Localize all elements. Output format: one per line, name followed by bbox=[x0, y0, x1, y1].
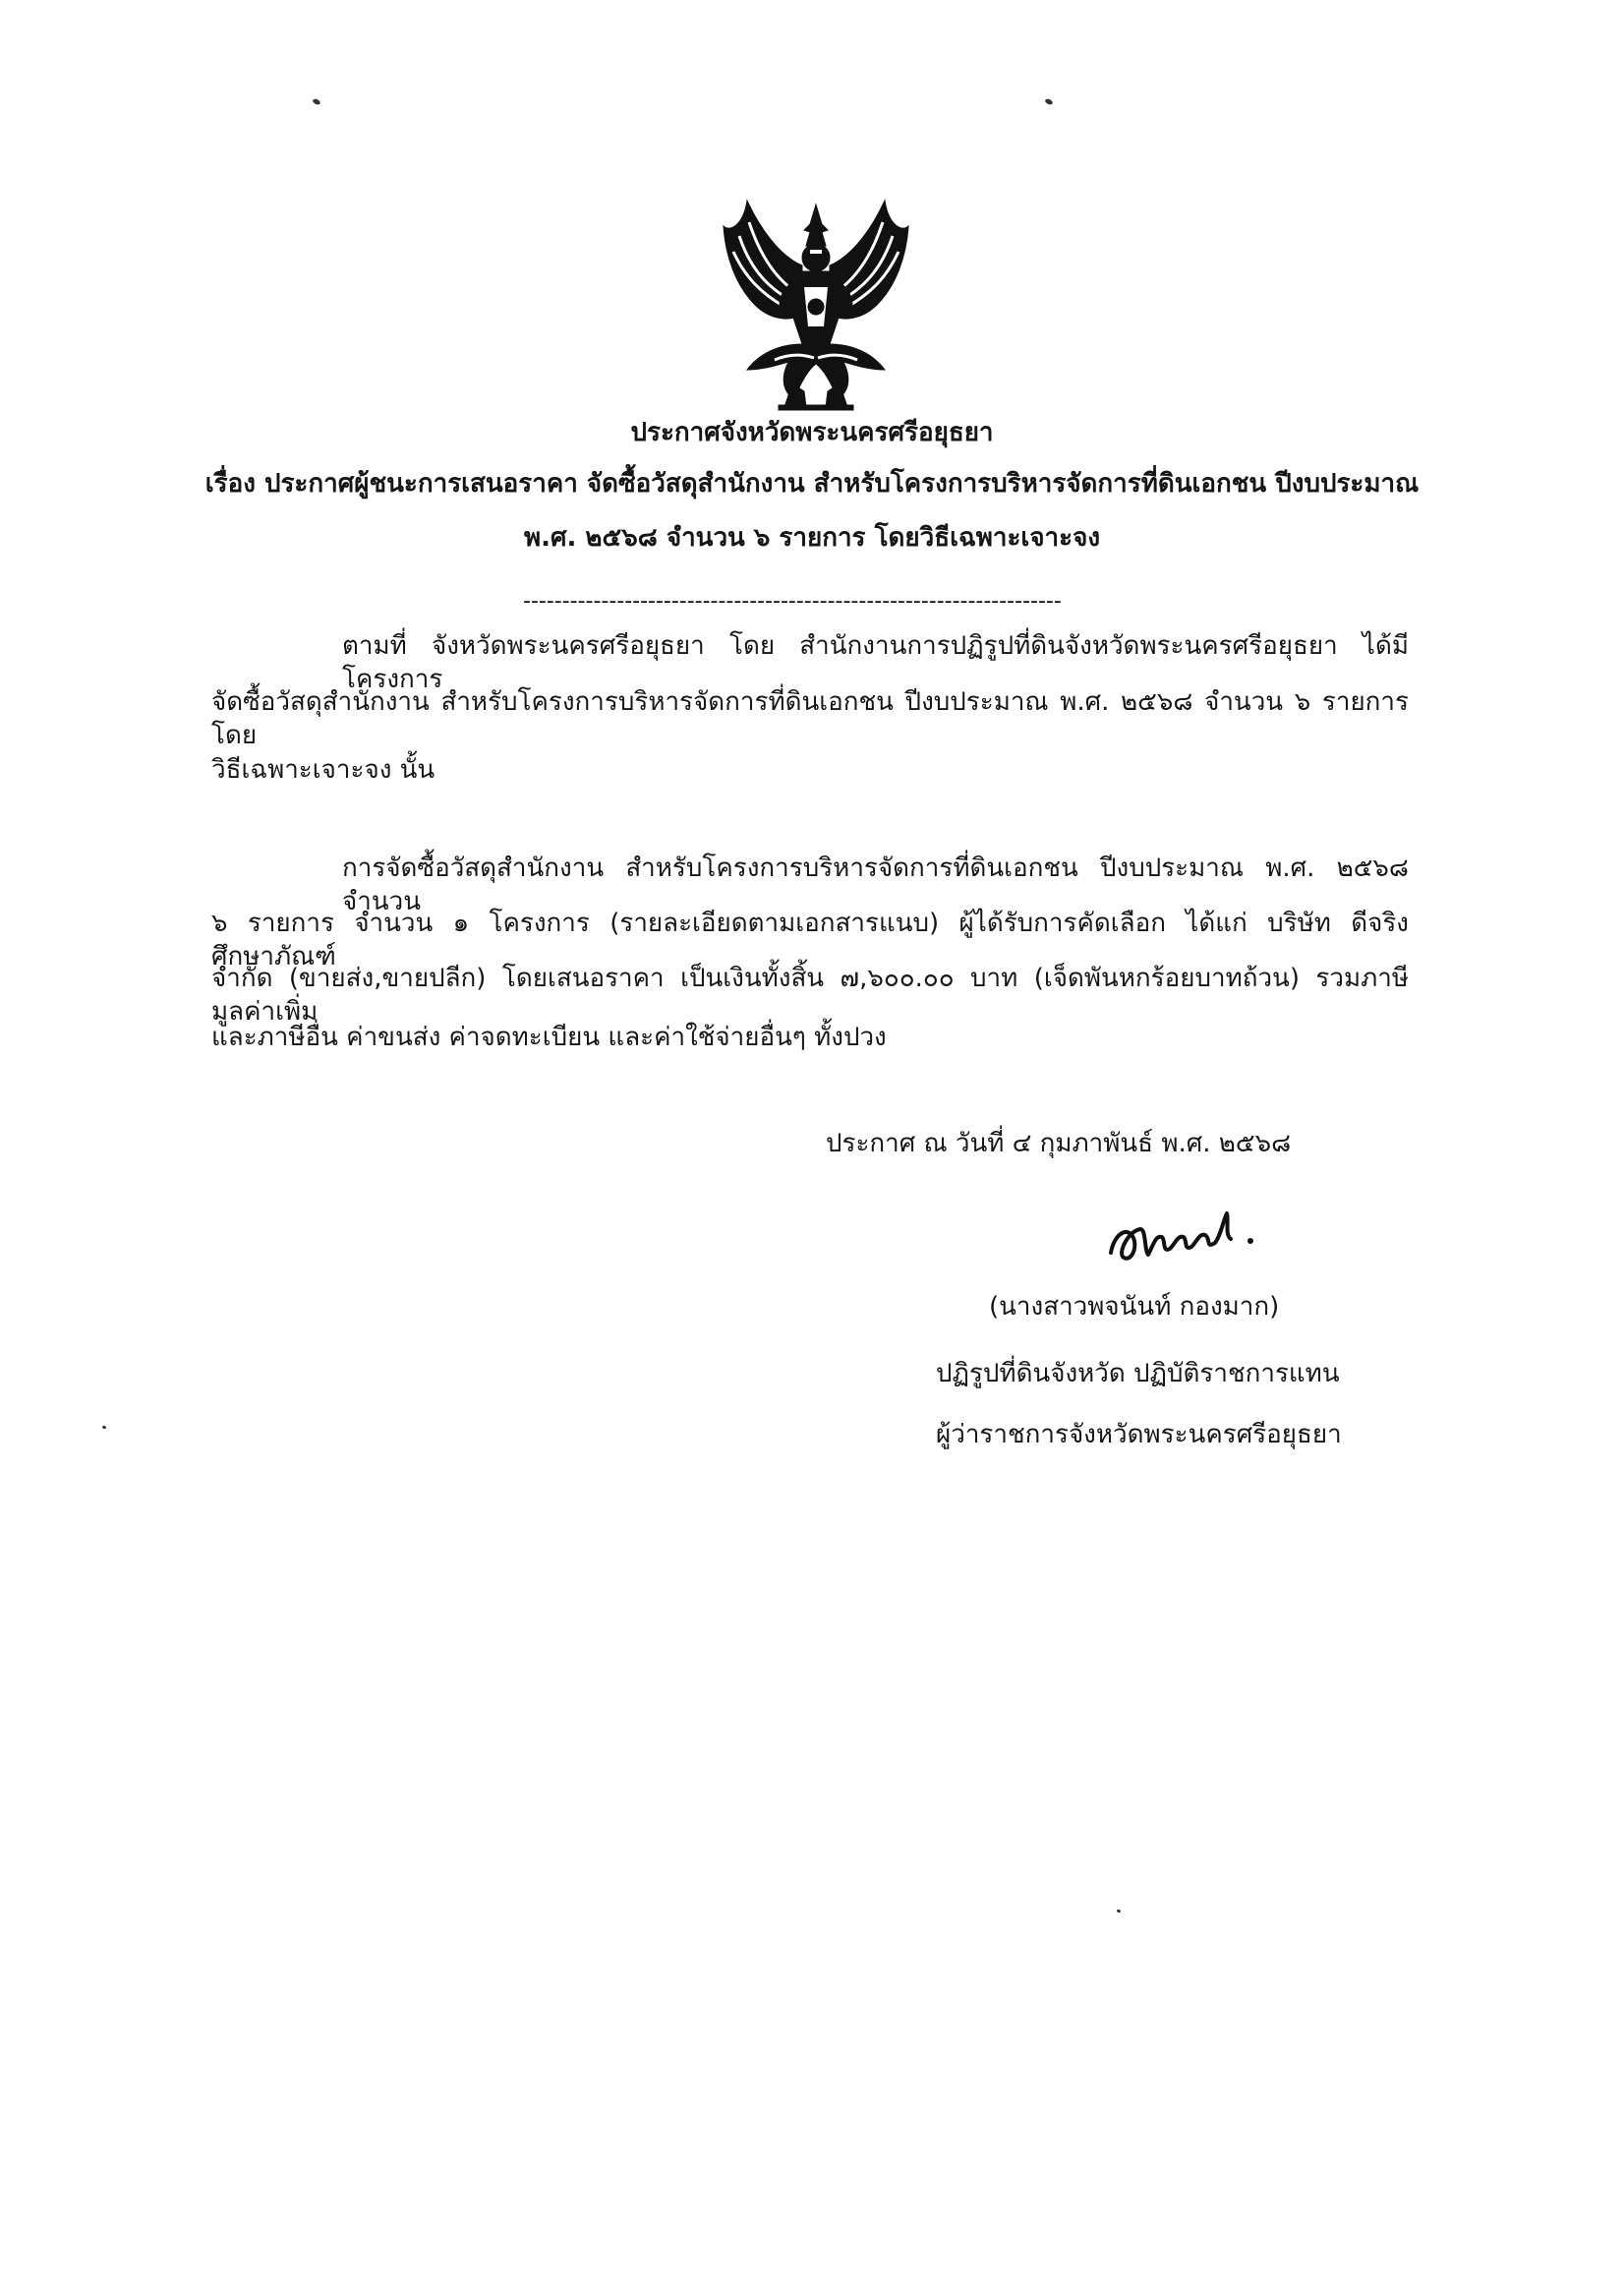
signatory-position-2: ผู้ว่าราชการจังหวัดพระนครศรีอยุธยา bbox=[936, 1420, 1342, 1449]
paragraph-2-line-4: และภาษีอื่น ค่าขนส่ง ค่าจดทะเบียน และค่าใช้จ่ายอื่นๆ ทั้งปวง bbox=[211, 1023, 887, 1052]
scan-speck bbox=[1117, 1909, 1122, 1913]
paragraph-2-line-1: การจัดซื้อวัสดุสำนักงาน สำหรับโครงการบริหารจัดการที่ดินเอกชน ปีงบประมาณ พ.ศ. ๒๕๖๘ จำนวน bbox=[342, 854, 1409, 916]
document-title: ประกาศจังหวัดพระนครศรีอยุธยา bbox=[630, 418, 994, 447]
scan-speck bbox=[312, 98, 320, 106]
announcement-date: ประกาศ ณ วันที่ ๔ กุมภาพันธ์ พ.ศ. ๒๕๖๘ bbox=[826, 1129, 1292, 1158]
paragraph-1-line-3: วิธีเฉพาะเจาะจง นั้น bbox=[211, 755, 435, 785]
handwritten-signature bbox=[1101, 1192, 1278, 1280]
garuda-emblem-icon bbox=[720, 197, 912, 413]
subject-line-2: พ.ศ. ๒๕๖๘ จำนวน ๖ รายการ โดยวิธีเฉพาะเจาะจง bbox=[523, 523, 1101, 553]
paragraph-2-line-3: จำกัด (ขายส่ง,ขายปลีก) โดยเสนอราคา เป็นเงินทั้งสิ้น ๗,๖๐๐.๐๐ บาท (เจ็ดพันหกร้อยบาทถ้วน) รวมภาษีมูลค่าเพิ่ม bbox=[211, 964, 1409, 1027]
signatory-position-1: ปฏิรูปที่ดินจังหวัด ปฏิบัติราชการแทน bbox=[936, 1359, 1340, 1388]
paragraph-1-line-1: ตามที่ จังหวัดพระนครศรีอยุธยา โดย สำนักงานการปฏิรูปที่ดินจังหวัดพระนครศรีอยุธยา ได้มีโครงการ bbox=[342, 631, 1409, 694]
paragraph-2-line-2: ๖ รายการ จำนวน ๑ โครงการ (รายละเอียดตามเอกสารแนบ) ผู้ได้รับการคัดเลือก ได้แก่ บริษัท ดีจริงศึกษาภัณฑ์ bbox=[211, 909, 1409, 971]
signatory-name: (นางสาวพจนันท์ กองมาก) bbox=[989, 1292, 1280, 1322]
title-divider: --------------------------------------------------------------------- bbox=[523, 589, 1062, 614]
scan-speck bbox=[1044, 98, 1053, 106]
paragraph-1-line-2: จัดซื้อวัสดุสำนักงาน สำหรับโครงการบริหารจัดการที่ดินเอกชน ปีงบประมาณ พ.ศ. ๒๕๖๘ จำนวน ๖ รายการ โดย bbox=[211, 687, 1409, 750]
subject-line-1: เรื่อง ประกาศผู้ชนะการเสนอราคา จัดซื้อวัสดุสำนักงาน สำหรับโครงการบริหารจัดการที่ดินเอกชน ปีงบประมาณ bbox=[204, 469, 1420, 499]
scan-speck bbox=[102, 1425, 107, 1429]
